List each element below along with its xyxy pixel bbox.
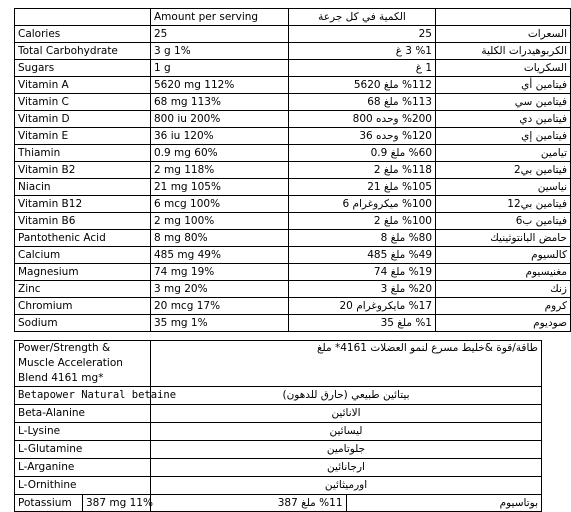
amount-en: 485 mg 49%	[151, 247, 289, 264]
table-header-row	[15, 9, 571, 26]
amount-ar: %120 وحده 36	[289, 128, 436, 145]
amount-en: 20 mcg 17%	[151, 298, 289, 315]
amount-en: 74 mg 19%	[151, 264, 289, 281]
amount-en: 5620 mg 112%	[151, 77, 289, 94]
ingredient-name-ar: بيتائين طبيعي (حارق للدهون)	[151, 387, 542, 405]
amount-en: 1 g	[151, 60, 289, 77]
table-row	[15, 94, 571, 111]
nutrient-name-ar: فيتامين دي	[436, 111, 571, 128]
nutrient-name-en: Pantothenic Acid	[15, 230, 151, 247]
table-row	[15, 247, 571, 264]
table-row	[15, 77, 571, 94]
nutrient-name-en: Vitamin B2	[15, 162, 151, 179]
ingredient-name-ar: ارجانائين	[151, 459, 542, 477]
nutrient-name-en: Potassium	[15, 495, 83, 512]
nutrient-name-en: Sodium	[15, 315, 151, 332]
amount-ar: %200 وحده 800	[289, 111, 436, 128]
blend-title-en: Power/Strength & Muscle Acceleration Blend 4161 mg*	[15, 341, 151, 387]
blend-ingredient-row	[15, 405, 542, 423]
amount-ar: %49 ملغ 485	[289, 247, 436, 264]
blend-ingredient-row	[15, 441, 542, 459]
nutrient-name-ar: مغنيسيوم	[436, 264, 571, 281]
table-row	[15, 43, 571, 60]
table-row	[15, 315, 571, 332]
nutrient-name-ar: نياسين	[436, 179, 571, 196]
nutrient-name-en: Vitamin E	[15, 128, 151, 145]
amount-ar: 1 غ	[289, 60, 436, 77]
amount-ar: %1 ملغ 35	[289, 315, 436, 332]
blend-ingredient-row	[15, 387, 542, 405]
table-row	[15, 230, 571, 247]
nutrient-name-en: Magnesium	[15, 264, 151, 281]
header-amount-en: Amount per serving	[151, 9, 289, 26]
amount-en: 68 mg 113%	[151, 94, 289, 111]
table-row	[15, 298, 571, 315]
amount-ar: %20 ملغ 3	[289, 281, 436, 298]
nutrient-name-en: Total Carbohydrate	[15, 43, 151, 60]
nutrient-name-en: Chromium	[15, 298, 151, 315]
nutrient-name-ar: صوديوم	[436, 315, 571, 332]
amount-ar: 25	[289, 26, 436, 43]
ingredient-name-en: L-Ornithine	[15, 477, 151, 495]
nutrient-name-ar: السعرات	[436, 26, 571, 43]
amount-en: 21 mg 105%	[151, 179, 289, 196]
amount-en: 2 mg 118%	[151, 162, 289, 179]
ingredient-name-en: L-Lysine	[15, 423, 151, 441]
table-row	[15, 128, 571, 145]
potassium-row	[15, 495, 542, 512]
nutrient-name-en: Vitamin C	[15, 94, 151, 111]
ingredient-name-en: L-Glutamine	[15, 441, 151, 459]
nutrient-name-en: Sugars	[15, 60, 151, 77]
table-row	[15, 60, 571, 77]
blend-title-ar: طاقة/قوة &خليط مسرع لنمو العضلات 4161* ملغ	[151, 341, 542, 387]
table-row	[15, 264, 571, 281]
amount-ar: %112 ملغ 5620	[289, 77, 436, 94]
nutrient-name-en: Vitamin A	[15, 77, 151, 94]
amount-ar: %80 ملغ 8	[289, 230, 436, 247]
nutrient-name-en: Vitamin B6	[15, 213, 151, 230]
amount-en: 3 mg 20%	[151, 281, 289, 298]
header-blank-ar	[436, 9, 571, 26]
table-row	[15, 145, 571, 162]
nutrient-name-en: Calories	[15, 26, 151, 43]
nutrient-name-en: Niacin	[15, 179, 151, 196]
amount-en: 25	[151, 26, 289, 43]
amount-ar: %100 ملغ 2	[289, 213, 436, 230]
blend-ingredient-row	[15, 423, 542, 441]
table-row	[15, 26, 571, 43]
blend-title-row	[15, 341, 542, 387]
amount-en: 36 iu 120%	[151, 128, 289, 145]
amount-en: 35 mg 1%	[151, 315, 289, 332]
amount-ar: %113 ملغ 68	[289, 94, 436, 111]
nutrient-name-ar: الكربوهيدرات الكلية	[436, 43, 571, 60]
nutrient-name-en: Vitamin B12	[15, 196, 151, 213]
ingredient-name-ar: ليسائين	[151, 423, 542, 441]
nutrient-name-ar: زنك	[436, 281, 571, 298]
nutrient-name-ar: حامض البانتوثينيك	[436, 230, 571, 247]
nutrient-name-en: Zinc	[15, 281, 151, 298]
amount-en: 8 mg 80%	[151, 230, 289, 247]
header-blank-en	[15, 9, 151, 26]
ingredient-name-ar: الانائين	[151, 405, 542, 423]
table-row	[15, 213, 571, 230]
amount-ar: %60 ملغ 0.9	[289, 145, 436, 162]
nutrient-name-ar: كروم	[436, 298, 571, 315]
amount-en: 387 mg 11%	[83, 495, 151, 512]
amount-en: 6 mcg 100%	[151, 196, 289, 213]
amount-ar: %100 ميكروغرام 6	[289, 196, 436, 213]
nutrition-facts-table	[14, 8, 571, 332]
amount-ar: %17 مايكروغرام 20	[289, 298, 436, 315]
blend-ingredient-row	[15, 459, 542, 477]
nutrient-name-ar: تيامين	[436, 145, 571, 162]
nutrient-name-ar: فيتامين أي	[436, 77, 571, 94]
table-row	[15, 179, 571, 196]
amount-en: 800 iu 200%	[151, 111, 289, 128]
nutrient-name-ar: فيتامين ب6	[436, 213, 571, 230]
nutrient-name-en: Vitamin D	[15, 111, 151, 128]
nutrient-name-en: Calcium	[15, 247, 151, 264]
ingredient-name-ar: اورميثائين	[151, 477, 542, 495]
nutrient-name-ar: السكريات	[436, 60, 571, 77]
nutrient-name-ar: فيتامين بي12	[436, 196, 571, 213]
table-row	[15, 162, 571, 179]
table-row	[15, 196, 571, 213]
blend-table	[14, 340, 542, 512]
amount-ar: %1 3 غ	[289, 43, 436, 60]
nutrient-name-ar: فيتامين بي2	[436, 162, 571, 179]
amount-ar: %105 ملغ 21	[289, 179, 436, 196]
blend-ingredient-row	[15, 477, 542, 495]
nutrient-name-en: Thiamin	[15, 145, 151, 162]
nutrient-name-ar: فيتامين سي	[436, 94, 571, 111]
amount-ar: %118 ملغ 2	[289, 162, 436, 179]
ingredient-name-en: Betapower Natural betaine	[15, 387, 151, 405]
header-amount-ar: الكمية في كل جرعة	[289, 9, 436, 26]
nutrient-name-ar: كالسيوم	[436, 247, 571, 264]
amount-ar: %11 ملغ 387	[151, 495, 347, 512]
ingredient-name-en: L-Arganine	[15, 459, 151, 477]
nutrient-name-ar: فيتامين إي	[436, 128, 571, 145]
amount-en: 3 g 1%	[151, 43, 289, 60]
amount-en: 0.9 mg 60%	[151, 145, 289, 162]
table-row	[15, 111, 571, 128]
amount-en: 2 mg 100%	[151, 213, 289, 230]
nutrient-name-ar: بوتاسيوم	[346, 495, 542, 512]
ingredient-name-ar: جلوتامين	[151, 441, 542, 459]
amount-ar: %19 ملغ 74	[289, 264, 436, 281]
ingredient-name-en: Beta-Alanine	[15, 405, 151, 423]
table-row	[15, 281, 571, 298]
